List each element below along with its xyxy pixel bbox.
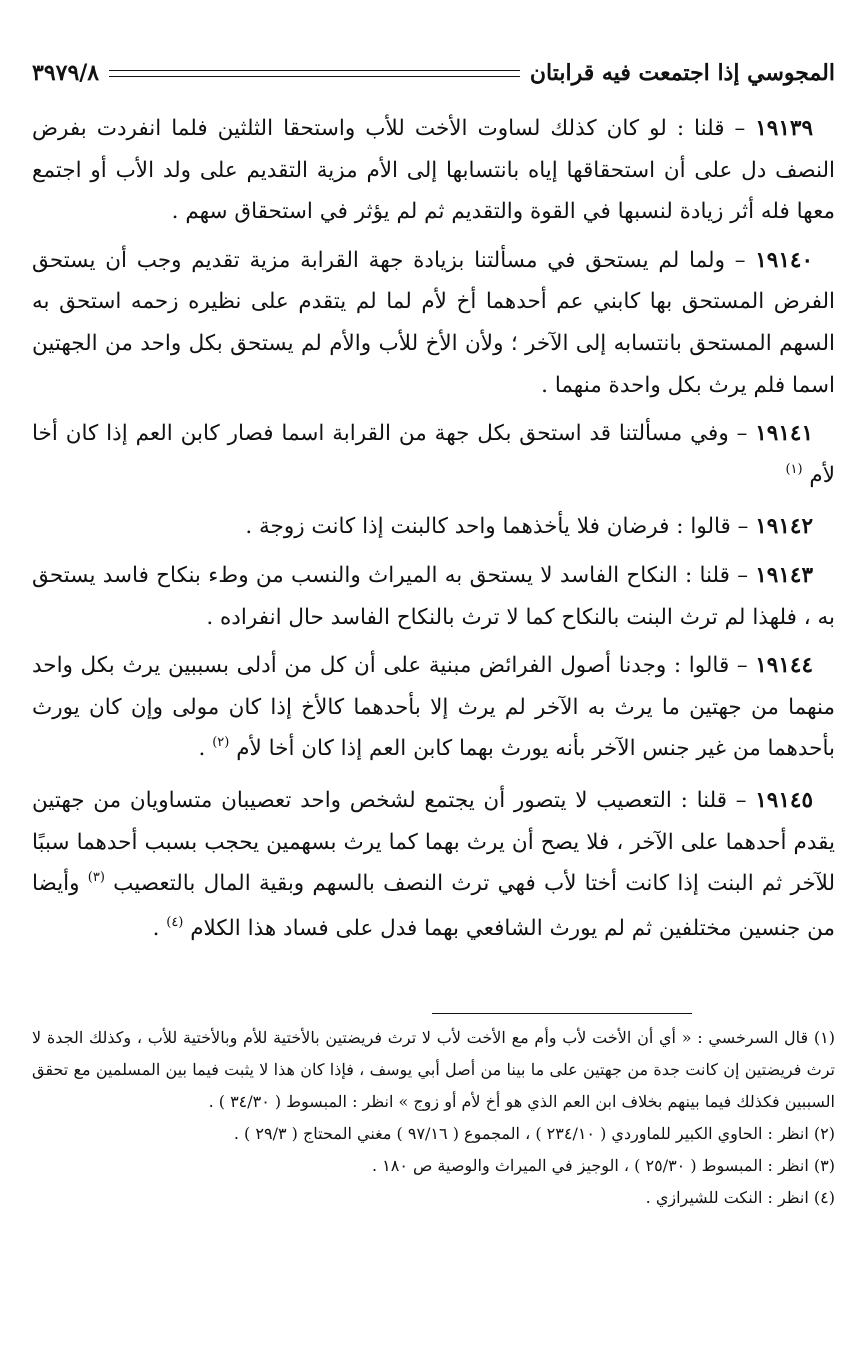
paragraph-text: – قلنا : لو كان كذلك لساوت الأخت للأب واستحقا الثلثين فلما انفردت بفرض النصف دل على أن استحقاقها إياه بانتسابها إلى الأم مزية التقديم على ولد الأب أو اجتمع معها فله أثر زيادة لنسبها في القوة والتقديم ثم لم يؤثر في استحقاق سهم . [32,116,835,225]
footnote-divider [432,1013,692,1014]
paragraph [32,413,835,499]
paragraph-text-tail: . [152,915,167,941]
paragraph-number: ١٩١٤٥ [755,787,813,813]
paragraph-number: ١٩١٤٠ [755,247,813,273]
paragraph-text-tail: . [198,736,213,762]
footnote: (٣) انظر : المبسوط ( ٢٥/٣٠ ) ، الوجيز في الميراث والوصية ص ١٨٠ . [371,1156,835,1175]
paragraph-text: – قالوا : فرضان فلا يأخذهما واحد كالبنت إذا كانت زوجة . [245,514,756,540]
header-rule [109,70,520,77]
footnote-ref: (٣) [87,870,105,886]
footnote-ref: (١) [785,461,803,477]
footnote: (٤) انظر : النكت للشيرازي . [645,1188,835,1207]
paragraph [32,555,835,638]
paragraph [32,506,835,548]
footnote: (١) قال السرخسي : « أي أن الأخت لأب وأم مع الأخت لأب لا ترث فريضتين بالأختية للأم وبالأختية للأب ، وكذلك الجدة لا ترث فريضتين إن كانت جدة من جهتين على ما بينا من أصل أبي يوسف ، فإذا كان هذا لا يثبت فيما بين المسلمين مع تحقق السببين فكذلك فيما بينهم بخلاف ابن العم الذي هو أخ لأم أو زوج » انظر : المبسوط ( ٣٤/٣٠ ) . [32,1028,835,1111]
footnote: (٢) انظر : الحاوي الكبير للماوردي ( ٢٣٤/١٠ ) ، المجموع ( ٩٧/١٦ ) مغني المحتاج ( ٢٩/٣ ) . [233,1124,835,1143]
paragraph-text: – ولما لم يستحق في مسألتنا بزيادة جهة القرابة مزية تقديم وجب أن يستحق الفرض المستحق بها كابني عم أحدهما أخ لأم لما لم يتقدم على نظيره زحمه استحق به السهم المستحق بانتسابه إلى الآخر ؛ ولأن الأخ للأب والأم لم يستحق بكل واحد من الجهتين اسما فلم يرث بكل واحدة منهما . [32,247,835,398]
footnotes [32,1022,835,1214]
paragraph-number: ١٩١٤٣ [755,562,813,588]
paragraph-text: – قالوا : وجدنا أصول الفرائض مبنية على أن كل من أدلى بسببين يرث بكل واحد منهما من جهتين ما يرث به الآخر لم يرث إلا بأحدهما كالأخ إذا كان مولى وإن كان يورث بأحدهما من غير جنس الآخر بأنه يورث بهما كابن العم إذا كان أخا لأم [32,653,835,762]
main-text [32,108,835,959]
paragraph-text-tail: وأيضا من جنسين مختلفين ثم لم يورث الشافعي بهما فدل على فساد هذا الكلام [32,871,835,941]
paragraph-text: – قلنا : النكاح الفاسد لا يستحق به الميراث والنسب من وطء بنكاح فاسد يستحق به ، فلهذا لم ترث البنت بالنكاح كما لا ترث بالنكاح الفاسد حال انفراده . [32,562,835,630]
header-title: المجوسي إذا اجتمعت فيه قرابتان [529,60,835,86]
page-number: ٣٩٧٩/٨ [32,60,100,86]
paragraph-number: ١٩١٣٩ [755,116,813,141]
paragraph-text: – قلنا : التعصيب لا يتصور أن يجتمع لشخص واحد تعصيبان متساويان من جهتين يقدم أحدهما على الآخر ، فلا يصح أن يرث بهما كما يرث بسهمين يحجب بسبب أحدهما سببًا للآخر ثم البنت إذا كانت أختا لأب فهي ترث النصف بالسهم وبقية المال بالتعصيب [32,787,835,897]
paragraph-number: ١٩١٤٢ [755,514,813,540]
footnote-ref: (٤) [166,914,184,930]
paragraph [32,108,835,233]
paragraph-number: ١٩١٤٤ [755,653,813,679]
paragraph-text: – وفي مسألتنا قد استحق بكل جهة من القرابة اسما فصار كابن العم إذا كان أخا لأم [32,421,835,488]
footnote-ref: (٢) [212,735,230,751]
paragraph [32,240,835,406]
paragraph-number: ١٩١٤١ [755,421,813,447]
paragraph [32,780,835,952]
paragraph [32,645,835,773]
running-header [32,55,835,91]
